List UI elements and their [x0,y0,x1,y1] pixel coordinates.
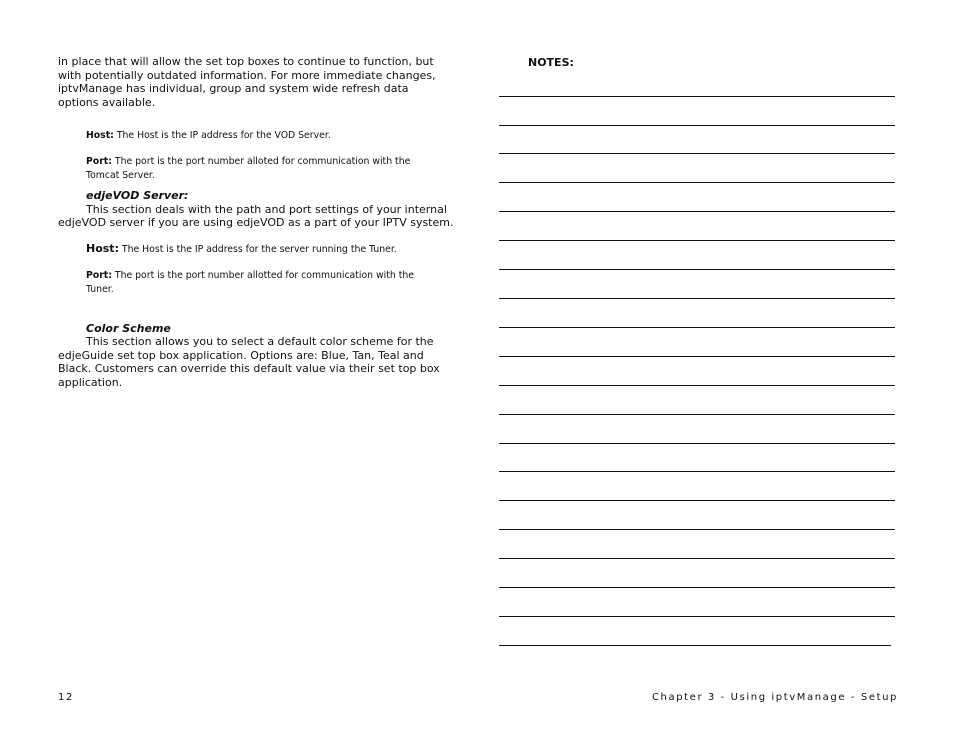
vod-host-text: The Host is the IP address for the VOD Server. [113,130,331,141]
vod-port-text: The port is the port number alloted for communication with the Tomcat Server. [86,156,411,181]
note-line [499,327,895,328]
edjevod-paragraph: This section deals with the path and port settings of your internal edjeVOD server if you are using edjeVOD as a part of your IPTV system. [58,202,454,229]
note-line [499,443,895,444]
note-line [499,153,895,154]
tuner-host-entry [58,242,458,257]
tuner-host-label: Host: [86,241,119,255]
note-line [499,616,895,617]
vod-host-entry [58,129,458,143]
intro-paragraph: in place that will allow the set top boxes to continue to function, but with potentially outdated information. For more immediate changes, iptvManage has individual, group and system wide refresh data options available. [58,55,436,109]
page-number: 12 [58,692,74,703]
note-line [499,500,895,501]
tuner-host-text: The Host is the IP address for the server running the Tuner. [118,243,397,255]
note-line [499,471,895,472]
note-line [499,211,895,212]
note-line [499,125,895,126]
note-line [499,529,895,530]
tuner-port-text: The port is the port number allotted for communication with the Tuner. [86,269,414,295]
note-line [499,385,895,386]
left-column [58,55,458,389]
note-line [499,269,895,270]
tuner-port-entry [58,269,416,297]
vod-port-entry [58,155,431,183]
chapter-footer: Chapter 3 - Using iptvManage - Setup [651,692,898,703]
notes-title: NOTES: [528,56,574,69]
color-scheme-paragraph: This section allows you to select a default color scheme for the edjeGuide set top box application. Options are: Blue, Tan, Teal and Black. Customers can override this default value via their set top box application. [58,335,440,389]
note-line [499,240,895,241]
note-line [499,587,895,588]
tuner-port-label: Port: [86,269,112,281]
note-line [499,558,895,559]
color-scheme-heading: Color Scheme [86,321,171,335]
vod-port-label: Port: [86,156,112,167]
note-line [499,414,895,415]
note-line [499,645,891,646]
note-line [499,96,895,97]
note-line [499,356,895,357]
edjevod-heading: edjeVOD Server: [86,189,189,202]
note-line [499,298,895,299]
note-line [499,182,895,183]
vod-host-label: Host: [86,130,114,141]
